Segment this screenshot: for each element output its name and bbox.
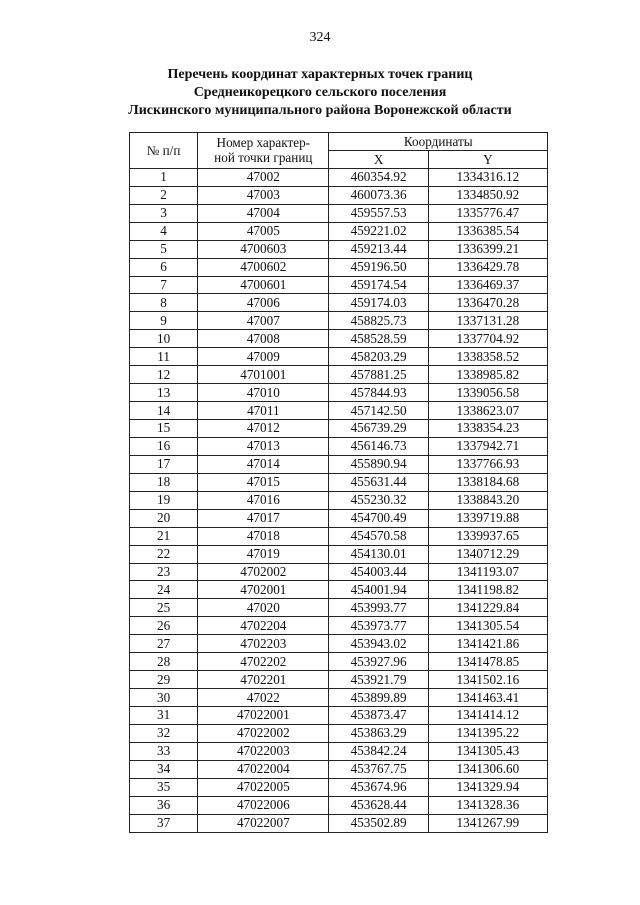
y-coordinate-cell: 1338354.23 (428, 420, 547, 438)
row-number-cell: 18 (130, 473, 198, 491)
row-number-cell: 32 (130, 724, 198, 742)
y-coordinate-cell: 1341305.43 (428, 742, 547, 760)
point-number-cell: 47009 (198, 348, 329, 366)
header-coordinates: Координаты (329, 133, 548, 151)
y-coordinate-cell: 1341193.07 (428, 563, 547, 581)
row-number-cell: 14 (130, 402, 198, 420)
point-number-cell: 47002 (198, 168, 329, 186)
table-row (130, 168, 548, 186)
table-row (130, 222, 548, 240)
y-coordinate-cell: 1341267.99 (428, 814, 547, 832)
x-coordinate-cell: 454130.01 (329, 545, 428, 563)
y-coordinate-cell: 1338985.82 (428, 366, 547, 384)
table-row (130, 240, 548, 258)
x-coordinate-cell: 459213.44 (329, 240, 428, 258)
y-coordinate-cell: 1341198.82 (428, 581, 547, 599)
x-coordinate-cell: 455230.32 (329, 491, 428, 509)
point-number-cell: 47022003 (198, 742, 329, 760)
y-coordinate-cell: 1341306.60 (428, 760, 547, 778)
row-number-cell: 5 (130, 240, 198, 258)
point-number-cell: 4700603 (198, 240, 329, 258)
row-number-cell: 36 (130, 796, 198, 814)
x-coordinate-cell: 454003.44 (329, 563, 428, 581)
point-number-cell: 47008 (198, 330, 329, 348)
row-number-cell: 29 (130, 671, 198, 689)
y-coordinate-cell: 1341421.86 (428, 635, 547, 653)
row-number-cell: 13 (130, 384, 198, 402)
row-number-cell: 35 (130, 778, 198, 796)
x-coordinate-cell: 453767.75 (329, 760, 428, 778)
table-row (130, 742, 548, 760)
row-number-cell: 12 (130, 366, 198, 384)
row-number-cell: 10 (130, 330, 198, 348)
title-line-2: Среднеикорецкого сельского поселения (193, 85, 447, 100)
row-number-cell: 11 (130, 348, 198, 366)
table-row (130, 420, 548, 438)
row-number-cell: 27 (130, 635, 198, 653)
title-line-3: Лискинского муниципального района Воронежской области (128, 103, 512, 118)
y-coordinate-cell: 1341229.84 (428, 599, 547, 617)
x-coordinate-cell: 456146.73 (329, 437, 428, 455)
row-number-cell: 25 (130, 599, 198, 617)
point-number-cell: 4702203 (198, 635, 329, 653)
table-row (130, 312, 548, 330)
x-coordinate-cell: 454700.49 (329, 509, 428, 527)
table-row (130, 778, 548, 796)
table-row (130, 545, 548, 563)
point-number-cell: 47018 (198, 527, 329, 545)
table-row (130, 617, 548, 635)
row-number-cell: 28 (130, 653, 198, 671)
x-coordinate-cell: 455890.94 (329, 455, 428, 473)
y-coordinate-cell: 1336399.21 (428, 240, 547, 258)
x-coordinate-cell: 458825.73 (329, 312, 428, 330)
header-number: № п/п (130, 133, 198, 169)
x-coordinate-cell: 454570.58 (329, 527, 428, 545)
point-number-cell: 47011 (198, 402, 329, 420)
x-coordinate-cell: 457844.93 (329, 384, 428, 402)
x-coordinate-cell: 453993.77 (329, 599, 428, 617)
row-number-cell: 7 (130, 276, 198, 294)
y-coordinate-cell: 1341463.41 (428, 689, 547, 707)
x-coordinate-cell: 457142.50 (329, 402, 428, 420)
point-number-cell: 47022005 (198, 778, 329, 796)
x-coordinate-cell: 453674.96 (329, 778, 428, 796)
x-coordinate-cell: 459174.03 (329, 294, 428, 312)
x-coordinate-cell: 457881.25 (329, 366, 428, 384)
row-number-cell: 31 (130, 707, 198, 725)
point-number-cell: 47020 (198, 599, 329, 617)
title-line-1: Перечень координат характерных точек границ (167, 67, 473, 82)
point-number-cell: 47007 (198, 312, 329, 330)
y-coordinate-cell: 1339937.65 (428, 527, 547, 545)
x-coordinate-cell: 453899.89 (329, 689, 428, 707)
x-coordinate-cell: 453921.79 (329, 671, 428, 689)
x-coordinate-cell: 453973.77 (329, 617, 428, 635)
row-number-cell: 19 (130, 491, 198, 509)
x-coordinate-cell: 454001.94 (329, 581, 428, 599)
point-number-cell: 47003 (198, 186, 329, 204)
y-coordinate-cell: 1337766.93 (428, 455, 547, 473)
x-coordinate-cell: 459174.54 (329, 276, 428, 294)
point-number-cell: 47022007 (198, 814, 329, 832)
row-number-cell: 6 (130, 258, 198, 276)
y-coordinate-cell: 1338623.07 (428, 402, 547, 420)
table-row (130, 689, 548, 707)
header-point (198, 133, 329, 169)
table-row (130, 724, 548, 742)
y-coordinate-cell: 1341329.94 (428, 778, 547, 796)
row-number-cell: 22 (130, 545, 198, 563)
x-coordinate-cell: 456739.29 (329, 420, 428, 438)
table-row (130, 563, 548, 581)
point-number-cell: 4701001 (198, 366, 329, 384)
table-row (130, 760, 548, 778)
row-number-cell: 4 (130, 222, 198, 240)
x-coordinate-cell: 460073.36 (329, 186, 428, 204)
point-number-cell: 47016 (198, 491, 329, 509)
table-row (130, 796, 548, 814)
table-row (130, 814, 548, 832)
table-row (130, 402, 548, 420)
y-coordinate-cell: 1341414.12 (428, 707, 547, 725)
y-coordinate-cell: 1336429.78 (428, 258, 547, 276)
y-coordinate-cell: 1338843.20 (428, 491, 547, 509)
table-row (130, 384, 548, 402)
table-row (130, 707, 548, 725)
y-coordinate-cell: 1341502.16 (428, 671, 547, 689)
table-row (130, 527, 548, 545)
table-row (130, 599, 548, 617)
point-number-cell: 4700601 (198, 276, 329, 294)
point-number-cell: 47017 (198, 509, 329, 527)
x-coordinate-cell: 459221.02 (329, 222, 428, 240)
x-coordinate-cell: 460354.92 (329, 168, 428, 186)
y-coordinate-cell: 1334316.12 (428, 168, 547, 186)
header-point-line-1: Номер характер- (216, 135, 311, 151)
row-number-cell: 26 (130, 617, 198, 635)
row-number-cell: 24 (130, 581, 198, 599)
y-coordinate-cell: 1341305.54 (428, 617, 547, 635)
y-coordinate-cell: 1341395.22 (428, 724, 547, 742)
row-number-cell: 34 (130, 760, 198, 778)
point-number-cell: 47004 (198, 204, 329, 222)
x-coordinate-cell: 453873.47 (329, 707, 428, 725)
y-coordinate-cell: 1336470.28 (428, 294, 547, 312)
x-coordinate-cell: 458528.59 (329, 330, 428, 348)
point-number-cell: 47012 (198, 420, 329, 438)
y-coordinate-cell: 1338358.52 (428, 348, 547, 366)
x-coordinate-cell: 459557.53 (329, 204, 428, 222)
point-number-cell: 47022004 (198, 760, 329, 778)
x-coordinate-cell: 453628.44 (329, 796, 428, 814)
table-row (130, 204, 548, 222)
document-title (0, 66, 640, 120)
table-row (130, 294, 548, 312)
point-number-cell: 47022002 (198, 724, 329, 742)
x-coordinate-cell: 453863.29 (329, 724, 428, 742)
point-number-cell: 47022 (198, 689, 329, 707)
table-row (130, 186, 548, 204)
table-body (130, 168, 548, 832)
y-coordinate-cell: 1340712.29 (428, 545, 547, 563)
header-x: X (329, 150, 428, 168)
point-number-cell: 47019 (198, 545, 329, 563)
point-number-cell: 4702001 (198, 581, 329, 599)
row-number-cell: 8 (130, 294, 198, 312)
row-number-cell: 37 (130, 814, 198, 832)
point-number-cell: 4702204 (198, 617, 329, 635)
x-coordinate-cell: 453927.96 (329, 653, 428, 671)
row-number-cell: 3 (130, 204, 198, 222)
row-number-cell: 9 (130, 312, 198, 330)
x-coordinate-cell: 453842.24 (329, 742, 428, 760)
point-number-cell: 47015 (198, 473, 329, 491)
y-coordinate-cell: 1337942.71 (428, 437, 547, 455)
row-number-cell: 23 (130, 563, 198, 581)
header-point-line-2: ной точки границ (214, 150, 313, 166)
row-number-cell: 30 (130, 689, 198, 707)
row-number-cell: 20 (130, 509, 198, 527)
row-number-cell: 17 (130, 455, 198, 473)
table-row (130, 330, 548, 348)
y-coordinate-cell: 1336385.54 (428, 222, 547, 240)
row-number-cell: 1 (130, 168, 198, 186)
point-number-cell: 47013 (198, 437, 329, 455)
table-row (130, 437, 548, 455)
y-coordinate-cell: 1335776.47 (428, 204, 547, 222)
header-y: Y (428, 150, 547, 168)
row-number-cell: 2 (130, 186, 198, 204)
y-coordinate-cell: 1337131.28 (428, 312, 547, 330)
point-number-cell: 47014 (198, 455, 329, 473)
y-coordinate-cell: 1336469.37 (428, 276, 547, 294)
table-row (130, 671, 548, 689)
row-number-cell: 16 (130, 437, 198, 455)
table-row (130, 348, 548, 366)
table-row (130, 491, 548, 509)
point-number-cell: 47006 (198, 294, 329, 312)
y-coordinate-cell: 1341478.85 (428, 653, 547, 671)
x-coordinate-cell: 455631.44 (329, 473, 428, 491)
table-row (130, 509, 548, 527)
y-coordinate-cell: 1338184.68 (428, 473, 547, 491)
row-number-cell: 15 (130, 420, 198, 438)
x-coordinate-cell: 458203.29 (329, 348, 428, 366)
point-number-cell: 47010 (198, 384, 329, 402)
page-number: 324 (309, 30, 331, 45)
table-row (130, 581, 548, 599)
table-row (130, 635, 548, 653)
table-row (130, 276, 548, 294)
table-row (130, 473, 548, 491)
coordinates-table (129, 132, 548, 833)
point-number-cell: 47022001 (198, 707, 329, 725)
point-number-cell: 47005 (198, 222, 329, 240)
table-row (130, 455, 548, 473)
x-coordinate-cell: 453943.02 (329, 635, 428, 653)
x-coordinate-cell: 459196.50 (329, 258, 428, 276)
table-row (130, 258, 548, 276)
table-header (130, 133, 548, 169)
row-number-cell: 33 (130, 742, 198, 760)
point-number-cell: 4702002 (198, 563, 329, 581)
y-coordinate-cell: 1334850.92 (428, 186, 547, 204)
y-coordinate-cell: 1337704.92 (428, 330, 547, 348)
point-number-cell: 4702202 (198, 653, 329, 671)
point-number-cell: 4700602 (198, 258, 329, 276)
row-number-cell: 21 (130, 527, 198, 545)
point-number-cell: 47022006 (198, 796, 329, 814)
point-number-cell: 4702201 (198, 671, 329, 689)
y-coordinate-cell: 1339719.88 (428, 509, 547, 527)
table-row (130, 653, 548, 671)
x-coordinate-cell: 453502.89 (329, 814, 428, 832)
y-coordinate-cell: 1339056.58 (428, 384, 547, 402)
y-coordinate-cell: 1341328.36 (428, 796, 547, 814)
table-row (130, 366, 548, 384)
